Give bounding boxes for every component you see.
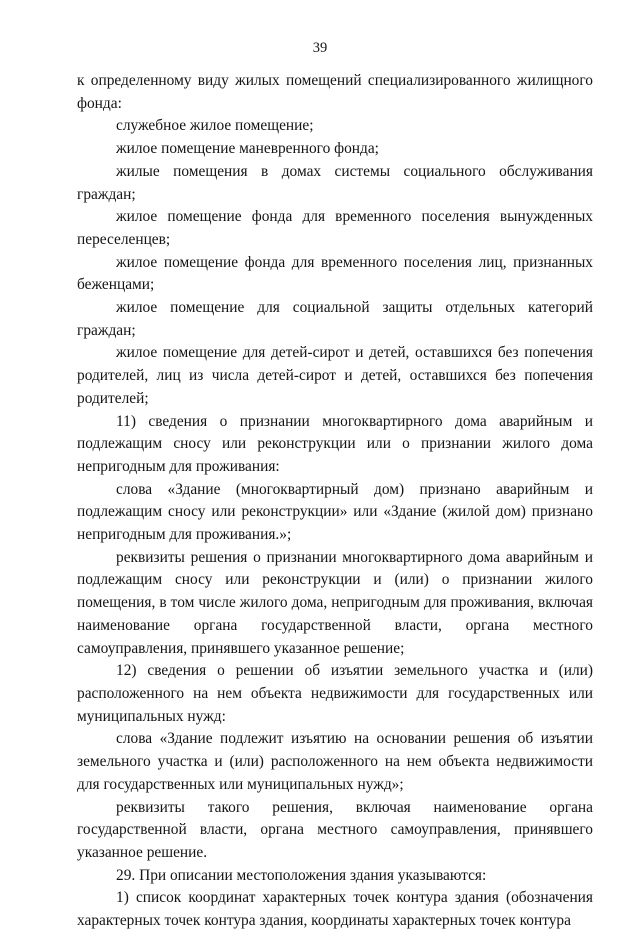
item-12-seizure-info: 12) сведения о решении об изъятии земельного участка и (или) расположенного на нем объекта недвижимости для государственных или муниципальных нужд: <box>77 662 593 725</box>
item-12-requisites: реквизиты такого решения, включая наименование органа государственной власти, органа местного самоуправления, принявшего указанное решение. <box>77 798 593 861</box>
list-item-service-housing: служебное жилое помещение; <box>116 117 314 135</box>
list-item-orphans: жилое помещение для детей-сирот и детей, оставшихся без попечения родителей, лиц из числа детей-сирот и детей, оставшихся без попечения родителей; <box>77 344 593 407</box>
item-11-requisites: реквизиты решения о признании многоквартирного дома аварийным и подлежащим сносу или реконструкции и (или) о признании жилого помещения, в том числе жилого дома, непригодным для проживания, включая наименование органа государственной власти, органа местного самоуправления, принявшего указанное решение; <box>77 548 593 657</box>
item-11-words: слова «Здание (многоквартирный дом) признано аварийным и подлежащим сносу или реконструкции» или «Здание (жилой дом) признано непригодным для проживания.»; <box>77 480 593 544</box>
list-item-forced-migrants: жилое помещение фонда для временного поселения вынужденных переселенцев; <box>77 208 593 248</box>
page-number: 39 <box>312 40 328 56</box>
list-item-maneuver-fund: жилое помещение маневренного фонда; <box>116 140 379 158</box>
item-12-words: слова «Здание подлежит изъятию на основании решения об изъятии земельного участка и (или) расположенного на нем объекта недвижимости для государственных или муниципальных нужд»; <box>77 730 593 793</box>
document-body <box>77 70 593 933</box>
list-item-social-protection: жилое помещение для социальной защиты отдельных категорий граждан; <box>77 299 593 339</box>
list-item-refugees: жилое помещение фонда для временного поселения лиц, признанных беженцами; <box>77 253 593 294</box>
list-item-social-service-homes: жилые помещения в домах системы социального обслуживания граждан; <box>77 162 593 203</box>
clause-29-heading: 29. При описании местоположения здания указываются: <box>116 866 487 884</box>
item-11-emergency-info: 11) сведения о признании многоквартирного дома аварийным и подлежащим сносу или реконструкции или о признании жилого дома непригодным для проживания: <box>77 412 593 475</box>
clause-29-item-1: 1) список координат характерных точек контура здания (обозначения характерных точек контура здания, координаты характерных точек контура <box>77 889 593 930</box>
paragraph-intro: к определенному виду жилых помещений специализированного жилищного фонда: <box>77 72 593 112</box>
